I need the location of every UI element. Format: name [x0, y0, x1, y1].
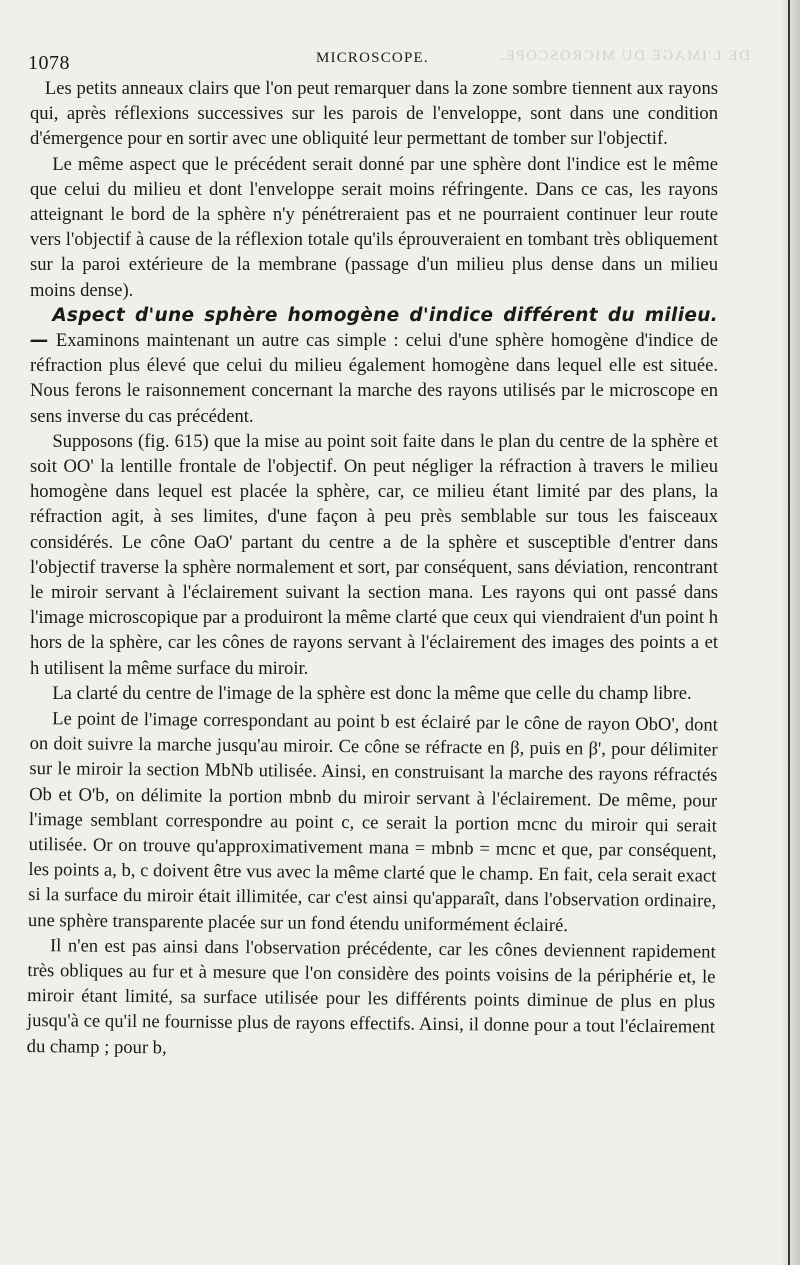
- page-body: [26, 76, 719, 1059]
- paragraph-5: La clarté du centre de l'image de la sphère est donc la même que celle du champ libre.: [52, 682, 692, 704]
- bleed-through-text: DE L'IMAGE DU MICROSCOPE.: [498, 48, 750, 64]
- lower-text-block: [27, 706, 718, 1065]
- paragraph-4: Supposons (fig. 615) que la mise au point soit faite dans le plan du centre de la sphère et soit OO' la lentille frontale de l'objectif. On peut négliger la réfraction à travers le milieu homogène dans lequel est placée la sphère, car, ce milieu étant limité par des plans, la réfraction agit, à ses limites, d'une façon à peu près semblable sur tous les faisceaux considérés. Le cône OaO' partant du centre a de la sphère et susceptible d'entrer dans l'objectif traverse la sphère normalement et sort, par conséquent, sans déviation, rencontrant le miroir servant à l'éclairement suivant la section mana. Les rayons qui ont passé dans l'image microscopique par a produiront la même clarté que ceux qui viendraient d'un point h hors de la sphère, car les cônes de rayons servant à l'éclairement des images des points a et h utilisent la même surface du miroir.: [30, 430, 718, 679]
- binding-edge-line: [788, 0, 790, 1265]
- section-heading: Aspect d'une sphère homogène d'indice différent du milieu. —: [30, 304, 718, 352]
- paragraph-7: Il n'en est pas ainsi dans l'observation précédente, car les cônes deviennent rapidement très obliques au fur et à mesure que l'on considère des points voisins de la périphérie et, le miroir étant limité, sa surface utilisée pour les différents points diminue de plus en plus jusqu'à ce qu'il ne fournisse plus de rayons effectifs. Ainsi, il donne pour a tout l'éclairement du champ ; pour b,: [26, 935, 716, 1059]
- paragraph-6: Le point de l'image correspondant au point b est éclairé par le cône de rayon ObO', dont on doit suivre la marche jusqu'au miroir. Ce cône se réfracte en β, puis en β', pour délimiter sur le miroir la section MbNb utilisée. Ainsi, en construisant la marche des rayons réfractés Ob et O'b, on délimite la portion mbnb du miroir servant à l'éclairement. De même, pour l'image semblant correspondre au point c, ce serait la portion mcnc du miroir qui serait utilisée. Or on trouve qu'approximativement mana = mbnb = mcnc et que, par conséquent, les points a, b, c doivent être vus avec la même clarté que le champ. En fait, cela serait exact si la surface du miroir était illimitée, car c'est ainsi qu'apparaît, dans l'observation ordinaire, une sphère transparente placée sur un fond étendu uniformément éclairé.: [27, 708, 718, 936]
- running-title: MICROSCOPE.: [316, 50, 429, 66]
- page-header: [28, 48, 778, 72]
- paragraph-3-text: Examinons maintenant un autre cas simple : celui d'une sphère homogène d'indice de réfraction plus élevé que celui du milieu également homogène dans lequel elle est située. Nous ferons le raisonnement concernant la marche des rayons utilisés par le microscope en sens inverse du cas précédent.: [30, 330, 719, 427]
- page-edge-shadow: [782, 0, 800, 1265]
- paragraph-3: [30, 303, 718, 429]
- page-number: 1078: [28, 52, 70, 74]
- paragraph-2: Le même aspect que le précédent serait donné par une sphère dont l'indice est le même que celui du milieu et dont l'enveloppe serait moins réfringente. Dans ce cas, les rayons atteignant le bord de la sphère n'y pénétreraient pas et ne pourraient continuer leur route vers l'objectif à cause de la réflexion totale qu'ils éprouveraient en tombant très obliquement sur la paroi extérieure de la membrane (passage d'un milieu plus dense dans un milieu moins dense).: [30, 153, 718, 301]
- paragraph-1: Les petits anneaux clairs que l'on peut remarquer dans la zone sombre tiennent aux rayons qui, après réflexions successives sur les parois de l'enveloppe, sont dans une condition d'émergence pour en sortir avec une obliquité leur permettant de tomber sur l'objectif.: [30, 78, 718, 150]
